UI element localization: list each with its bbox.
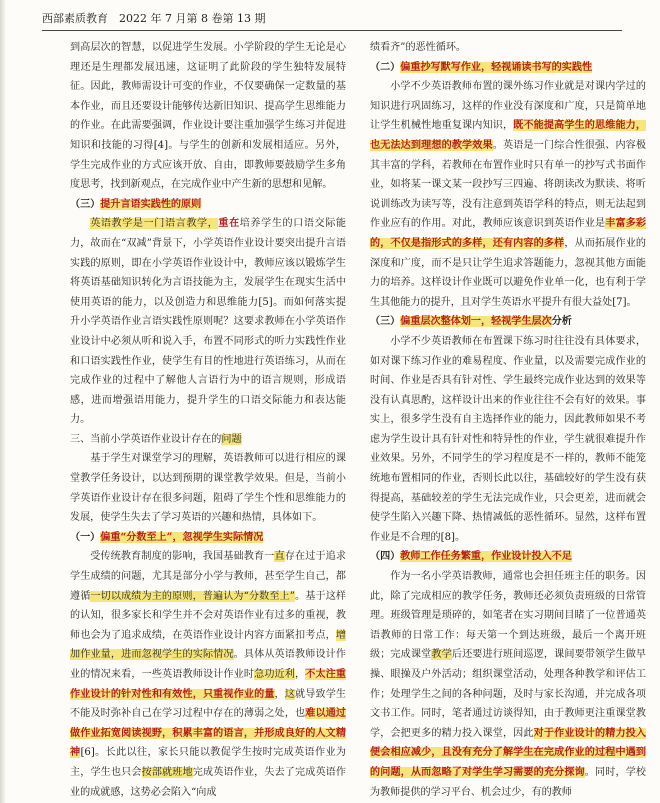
- left-column: [70, 38, 346, 802]
- paragraph: 基于学生对课堂学习的理解，英语教师可以进行相应的课堂教学任务设计，以达到预期的课堂教学效果。但是，当前小学英语作业设计存在很多问题，阻碍了学生个性和思维能力的发展，使学生失去了学习英语的兴趣和热情，具体如下。: [70, 453, 346, 524]
- paragraph: 受传统教育制度的影响，我国基础教育一直存在过于追求学生成绩的问题，尤其是部分小学与教师，甚至学生自己，都遵循一切以成绩为主的原则，普遍认为“分数至上”。基于这样的认知，很多家长和学生并不会对英语作业有过多的重视，教师也会为了追求成绩，在英语作业设计内容方面紧扣考点，增加作业量，进而忽视学生的实际情况。具体从英语教师设计作业的情况来看，一些英语教师设计作业时急功近利，不太注重作业设计的针对性和有效性，只重视作业的量，这就导致学生不能及时弥补自己在学习过程中存在的薄弱之处，也难以通过做作业拓宽阅读视野，积累丰富的语言，并形成良好的人文精神[6]。长此以往，家长只能以教促学生按时完成英语作业为主，学生也只会按部就班地完成英语作业，失去了完成英语作业的成就感，这势必会陷入“向成: [70, 551, 347, 798]
- section-heading: （二）偏重抄写默写作业，轻视诵读书写的实践性: [370, 61, 593, 73]
- section-heading: （三）偏重层次整体划一，轻视学生层次分析: [370, 316, 572, 328]
- page-edge-shadow: [0, 0, 6, 803]
- right-column: [370, 38, 646, 802]
- section-heading: 三、当前小学英语作业设计存在的问题: [70, 433, 242, 445]
- paragraph: 英语教学是一门语言教学，重在培养学生的口语交际能力，故而在“双减”背景下，小学英语作业设计要突出提升言语实践的原则，即在小学英语作业设计中，教师应该以锻炼学生将英语基础知识转化为言语技能为主，发展学生在现实生活中使用英语的能力，以及创造力和思维能力[5]。而如何落实提升小学英语作业言语实践性原则呢？这要求教师在小学英语作业设计中必须从听和说入手，布置不同形式的听力实践性作业和口语实践性作业，使学生有目的性地进行英语练习，从而在完成作业的过程中了解他人言语行为中的语言规则，形成语感，进而增强语用能力，提升学生的口语交际能力和表达能力。: [70, 218, 347, 426]
- paragraph: 到高层次的智慧，以促进学生发展。小学阶段的学生无论是心理还是生理都发展迅速，这证明了此阶段的学生独特发展特征。因此，教师需设计可变的作业，不仅要确保一定数量的基本作业，而且还要设计能够传达新旧知识、提高学生思维能力的作业。在此需要强调，作业设计要注重加强学生练习并促进知识和技能的习得[4]。与学生的创新和发展相适应。另外，学生完成作业的方式应该开放、自由，即教师要鼓励学生多角度思考，找到新观点，在完成作业中产生新的思想和见解。: [70, 42, 346, 191]
- page-header: 西部素质教育 2022 年 7 月第 8 卷第 13 期: [42, 12, 622, 31]
- paragraph: 小学不少英语教师布置的课外练习作业就是对课内学过的知识进行巩固练习，这样的作业没有深度和广度，只是简单地让学生机械性地重复课内知识，既不能提高学生的思维能力，也无法达到理想的教学效果。英语是一门综合性很强、内容极其丰富的学科，若教师在布置作业时只有单一的抄写式书面作业，如将某一课文某一段抄写三四遍、将朗读改为默读、将听说训练改为读写等，没有注意到英语学科的特点，则无法起到作业应有的作用。对此，教师应该意识到英语作业是丰富多彩的，不仅是指形式的多样，还有内容的多样，从而拓展作业的深度和广度，而不是只让学生追求答题能力，忽视其他方面能力的培养。这样设计作业既可以避免作业单一化，也有利于学生其他能力的提升，且对学生英语水平提升有很大益处[7]。: [370, 81, 647, 308]
- section-heading: （三）提升言语实践性的原则: [70, 198, 202, 210]
- paragraph: 小学不少英语教师在布置课下练习时往往没有具体要求，如对课下练习作业的难易程度、作业量，以及需要完成作业的时间、作业是否具有针对性、学生最终完成作业达到的效果等没有认真思酌，这样设计出来的作业往往不会有好的效果。事实上，很多学生没有自主选择作业的能力，因此教师如果不考虑为学生设计具有针对性和特异性的作业，学生就很难提升作业效果。另外，不同学生的学习程度是不一样的，教师不能笼统地布置相同的作业，否则长此以往，基础较好的学生没有获得提高，基础较差的学生无法完成作业，只会更差，进而就会使学生陷入兴趣下降、热情减低的恶性循环。显然，这样布置作业是不合理的[8]。: [370, 335, 646, 543]
- paragraph: 作为一名小学英语教师，通常也会担任班主任的职务。因此，除了完成相应的教学任务，教师还必须负责班级的日常管理。班级管理是琐碎的，如笔者在实习期间目睹了一位普通英语教师的日常工作：每天第一个到达班级，最后一个离开班级；完成课堂教学后还要进行班间巡逻，课间要带领学生做早操、眼操及户外活动；组织课堂活动，处理各种教学和评估工作；处理学生之间的各种问题，及时与家长沟通，并完成各项文书工作。同时，笔者通过访谈得知，由于教师更注重课堂教学，会把更多的精力投入课堂，因此对于作业设计的精力投入便会相应减少，且没有充分了解学生在完成作业的过程中遇到的问题，从而忽略了对学生学习需要的充分探询。同时，学校为教师提供的学习平台、机会过少，有的教师: [370, 571, 647, 798]
- paragraph: 绩看齐”的恶性循环。: [370, 42, 467, 53]
- section-heading: （一）偏重“分数至上”，忽视学生实际情况: [70, 531, 264, 543]
- section-heading: （四）教师工作任务繁重，作业设计投入不足: [370, 551, 572, 563]
